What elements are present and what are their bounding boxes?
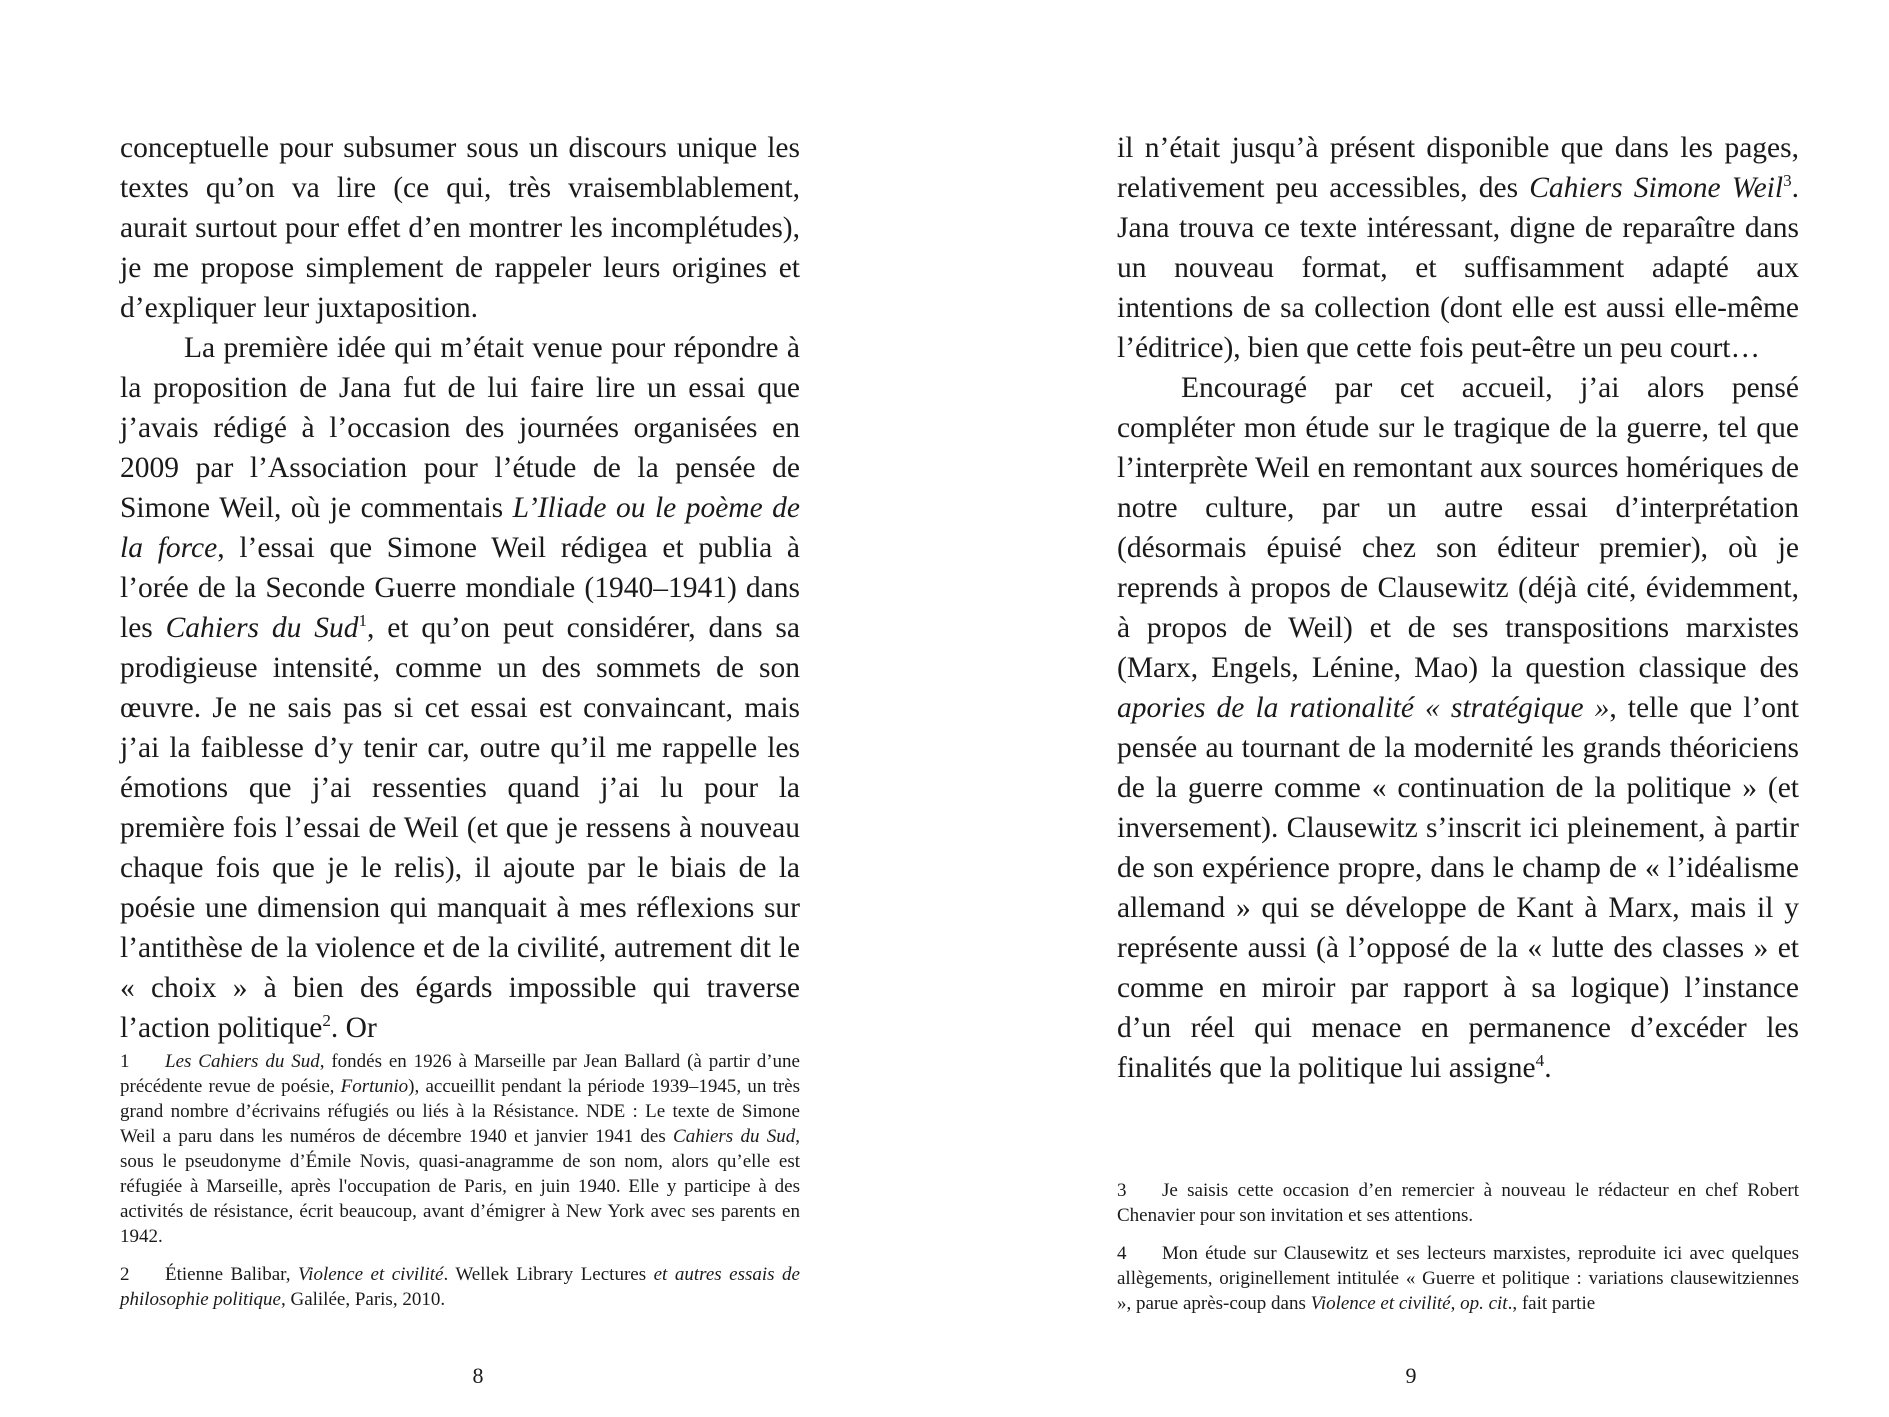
text-run: , l’essai que Simone Weil rédigea et publia à l’orée de la Seconde Guerre mondiale (1940–1941) dans les [120, 532, 801, 644]
text-run: , et qu’on peut considérer, dans sa prodigieuse intensité, comme un des sommets de son œuvre. Je ne sais pas si cet essai est convaincant, mais j’ai la faiblesse d’y tenir car, outre qu’il me rappelle les émotions que j’ai ressenties quand j’ai lu pour la première fois l’essai de Weil (et que je ressens à nouveau chaque fois que je le relis), il ajoute par le biais de la poésie une dimension qui manquait à mes réflexions sur l’antithèse de la violence et de la civilité, autrement dit le « choix » à bien des égards impossible qui traverse l’action politique [120, 612, 800, 1044]
journal-title-cahiers-du-sud: Cahiers du Sud [165, 612, 359, 644]
footnote-number: 2 [120, 1264, 130, 1285]
text-run: , fondés en 1926 à Marseille par Jean Ballard (à partir d’une précédente revue de poésie, [120, 1051, 800, 1097]
text-run: , Galilée, Paris, 2010. [280, 1289, 446, 1310]
footnote-ref-2[interactable]: 2 [322, 1010, 331, 1030]
text-run: ., fait partie [1507, 1293, 1596, 1314]
book-title: et autres essais de philosophie politique [120, 1264, 800, 1310]
text-run: Encouragé par cet accueil, j’ai alors pensé compléter mon étude sur le tragique de la guerre, tel que l’interprète Weil en remontant aux sources homériques de notre culture, par un autre essai d’interprétation (désormais épuisé chez son éditeur premier), où je reprends à propos de Clausewitz (déjà cité, évidemment, à propos de Weil) et de ses transpositions marxistes (Marx, Engels, Lénine, Mao) la question classique des [1117, 372, 1799, 684]
text-run: La première idée qui m’était venue pour répondre à la proposition de Jana fut de lui faire lire un essai que j’avais rédigé à l’occasion des journées organisées en 2009 par l’Association pour l’étude de la pensée de Simone Weil, où je commentais [120, 332, 800, 524]
book-title-iliade: L’Iliade [512, 492, 616, 524]
footnote-2 [120, 1262, 800, 1312]
emphasis-apories: apories de la rationalité « stratégique » [1117, 692, 1610, 724]
page-number-right: 9 [1405, 1363, 1417, 1388]
right-footnotes [1117, 1178, 1799, 1329]
book-title-poeme-de-la-force: ou le poème de la force [120, 492, 800, 564]
journal-title-cahiers-simone-weil: Cahiers Simone Weil [1529, 172, 1784, 204]
text-run: Étienne Balibar, [165, 1264, 298, 1285]
left-body-text [120, 128, 800, 1048]
book-title: Violence et civilité [1310, 1293, 1451, 1314]
text-run: . Or [330, 1012, 377, 1044]
footnote-ref-1[interactable]: 1 [358, 610, 368, 630]
page-number-left: 8 [472, 1363, 484, 1388]
text-run: il n’était jusqu’à présent disponible que dans les pages, relativement peu accessibles, des [1117, 132, 1799, 204]
text-run: , telle que l’ont pensée au tournant de la modernité les grands théoriciens de la guerre comme « continuation de la politique » (et inversement). Clausewitz s’inscrit ici pleinement, à partir de son expérience propre, dans le champ de « l’idéalisme allemand » qui se développe de Kant à Marx, mais il y représente aussi (à l’opposé de la « lutte des classes » et comme en miroir par rapport à sa logique) l’instance d’un réel qui menace en permanence d’excéder les finalités que la politique lui assigne [1117, 692, 1799, 1084]
footnote-number: 1 [120, 1051, 130, 1072]
text-run: . Wellek Library Lectures [443, 1264, 654, 1285]
footnote-3 [1117, 1178, 1799, 1228]
text-run: . Jana trouva ce texte intéressant, digne de reparaître dans un nouveau format, et suffisamment adapté aux intentions de sa collection (dont elle est aussi elle-même l’éditrice), bien que cette fois peut-être un peu court… [1117, 172, 1799, 364]
text-run: , [1450, 1293, 1461, 1314]
book-title: Violence et civilité [297, 1264, 444, 1285]
text-run: Mon étude sur Clausewitz et ses lecteurs marxistes, reproduite ici avec quelques allègements, originellement intitulée « Guerre et politique : variations clausewitziennes », parue après-coup dans [1117, 1243, 1799, 1314]
journal-title-fortunio: Fortunio [340, 1076, 409, 1097]
citation-op-cit: op. cit [1460, 1293, 1508, 1314]
footnote-ref-3[interactable]: 3 [1783, 170, 1792, 190]
footnote-number: 4 [1117, 1243, 1127, 1264]
text-run: Je saisis cette occasion d’en remercier à nouveau le rédacteur en chef Robert Chenavier pour son invitation et ses attentions. [1117, 1180, 1799, 1226]
footnote-1 [120, 1049, 800, 1249]
right-paragraph-2 [1117, 368, 1799, 1088]
left-footnotes [120, 1049, 800, 1325]
left-paragraph-2 [120, 328, 800, 1048]
text-run: , sous le pseudonyme d’Émile Novis, quasi-anagramme de son nom, alors qu’elle est réfugiée à Marseille, après l'occupation de Paris, en juin 1940. Elle y participe à des activités de résistance, écrit beaucoup, avant d’émigrer à New York avec ses parents en 1942. [120, 1126, 800, 1247]
text-run: conceptuelle pour subsumer sous un discours unique les textes qu’on va lire (ce qui, très vraisemblablement, aurait surtout pour effet d’en montrer les incomplétudes), je me propose simplement de rappeler leurs origines et d’expliquer leur juxtaposition. [120, 132, 800, 324]
journal-title: Les Cahiers du Sud [165, 1051, 320, 1072]
left-paragraph-1 [120, 128, 800, 328]
footnote-ref-4[interactable]: 4 [1535, 1050, 1545, 1070]
footnote-number: 3 [1117, 1180, 1127, 1201]
journal-title: Cahiers du Sud [673, 1126, 796, 1147]
right-paragraph-1 [1117, 128, 1799, 368]
text-run: ), accueillit pendant la période 1939–1945, un très grand nombre d’écrivains réfugiés ou liés à la Résistance. NDE : Le texte de Simone Weil a paru dans les numéros de décembre 1940 et janvier 1941 des [120, 1076, 800, 1147]
footnote-4 [1117, 1241, 1799, 1316]
text-run: . [1544, 1052, 1552, 1084]
right-page [945, 0, 1889, 1417]
right-body-text [1117, 128, 1799, 1088]
